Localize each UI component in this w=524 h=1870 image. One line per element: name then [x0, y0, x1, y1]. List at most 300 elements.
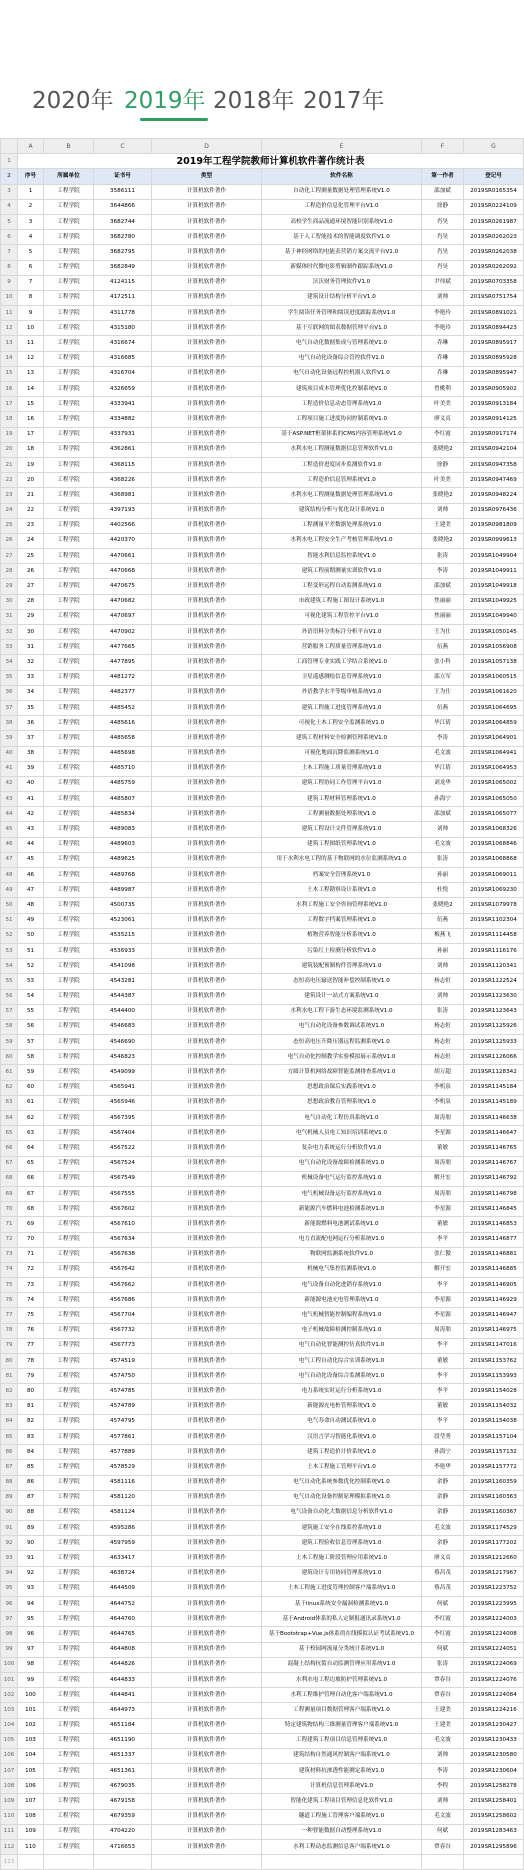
table-cell[interactable]: 张涛: [422, 549, 464, 564]
table-cell[interactable]: 邵加斌: [422, 579, 464, 594]
table-cell[interactable]: 2019SR1123643: [464, 1004, 524, 1019]
table-cell[interactable]: 81: [18, 1399, 44, 1414]
table-cell[interactable]: 2019SR1068868: [464, 852, 524, 867]
table-cell[interactable]: 4368226: [94, 473, 152, 488]
header-cell[interactable]: 登记号: [464, 169, 524, 184]
table-cell[interactable]: 用于水利水电工程的基于物联网的水位监测系统V1.0: [262, 852, 422, 867]
table-cell[interactable]: 2019SR1146947: [464, 1308, 524, 1323]
table-cell[interactable]: 工程学院: [44, 1293, 94, 1308]
table-cell[interactable]: 电气寿命自动测试系统V1.0: [262, 1414, 422, 1429]
table-cell[interactable]: 4633417: [94, 1551, 152, 1566]
table-cell[interactable]: 计算机软件著作: [152, 1794, 262, 1809]
table-cell[interactable]: 董敏: [422, 1217, 464, 1232]
table-cell[interactable]: 计算机软件著作: [152, 397, 262, 412]
table-cell[interactable]: 87: [18, 1490, 44, 1505]
table-cell[interactable]: 56: [18, 1019, 44, 1034]
table-cell[interactable]: 工程学院: [44, 1718, 94, 1733]
table-cell[interactable]: 计算机软件著作: [152, 1141, 262, 1156]
table-cell[interactable]: 李星源: [422, 1126, 464, 1141]
table-cell[interactable]: 2019SR1223995: [464, 1597, 524, 1612]
table-cell[interactable]: 建筑工程前期测量实训软件V1.0: [262, 564, 422, 579]
table-cell[interactable]: 4644973: [94, 1703, 152, 1718]
table-cell[interactable]: 4470682: [94, 594, 152, 609]
table-cell[interactable]: 计算机软件著作: [152, 1445, 262, 1460]
table-cell[interactable]: 工程学院: [44, 336, 94, 351]
table-cell[interactable]: 计算机软件著作: [152, 1156, 262, 1171]
column-letter[interactable]: G: [464, 139, 524, 154]
table-cell[interactable]: 3682744: [94, 214, 152, 229]
table-cell[interactable]: 工程学院: [44, 1202, 94, 1217]
table-cell[interactable]: 覃春谷: [422, 1688, 464, 1703]
table-cell[interactable]: 物联网监测系统软件V1.0: [262, 1247, 422, 1262]
table-cell[interactable]: 计算机软件著作: [152, 1202, 262, 1217]
table-cell[interactable]: 计算机软件著作: [152, 564, 262, 579]
table-cell[interactable]: 63: [18, 1126, 44, 1141]
table-cell[interactable]: 周涛朋: [422, 1186, 464, 1201]
table-cell[interactable]: 工程学院: [44, 1809, 94, 1824]
table-cell[interactable]: 4397193: [94, 503, 152, 518]
table-cell[interactable]: 工程学院: [44, 549, 94, 564]
table-cell[interactable]: 55: [18, 1004, 44, 1019]
row-number[interactable]: 41: [1, 761, 18, 776]
table-cell[interactable]: 4567610: [94, 1217, 152, 1232]
table-cell[interactable]: 自动化工程测量数据处理管理系统V1.0: [262, 184, 422, 199]
table-cell[interactable]: 2019SR1146877: [464, 1232, 524, 1247]
row-number[interactable]: 38: [1, 716, 18, 731]
table-cell[interactable]: 解开宏: [422, 1171, 464, 1186]
table-cell[interactable]: 可视化土木工程安全监测系统V1.0: [262, 716, 422, 731]
row-number[interactable]: 11: [1, 306, 18, 321]
table-cell[interactable]: 建筑设计专用协同管理系统V1.0: [262, 1566, 422, 1581]
table-cell[interactable]: 40: [18, 776, 44, 791]
table-cell[interactable]: 计算机软件著作: [152, 700, 262, 715]
table-cell[interactable]: 2019SR1146798: [464, 1186, 524, 1201]
table-cell[interactable]: 工程学院: [44, 366, 94, 381]
table-cell[interactable]: 工程学院: [44, 1490, 94, 1505]
table-cell[interactable]: 2019SR1258401: [464, 1794, 524, 1809]
table-cell[interactable]: 工程学院: [44, 700, 94, 715]
table-cell[interactable]: 肖昊: [422, 245, 464, 260]
table-cell[interactable]: 计算机软件著作: [152, 1824, 262, 1839]
table-cell[interactable]: 42: [18, 807, 44, 822]
table-cell[interactable]: 周涛朋: [422, 1111, 464, 1126]
row-number[interactable]: 113: [1, 1855, 18, 1870]
table-cell[interactable]: 计算机软件著作: [152, 1323, 262, 1338]
table-cell[interactable]: 刘帅: [422, 822, 464, 837]
table-cell[interactable]: 2019SR1064695: [464, 700, 524, 715]
table-cell[interactable]: 2019SR1146792: [464, 1171, 524, 1186]
table-cell[interactable]: 电气自动化设备综合监测系统V1.0: [262, 1369, 422, 1384]
table-cell[interactable]: 电气自动化设备参数调试系统V1.0: [262, 1019, 422, 1034]
table-cell[interactable]: 2019SR1049925: [464, 594, 524, 609]
tab-2018[interactable]: 2018年: [213, 88, 295, 114]
row-number[interactable]: 19: [1, 427, 18, 442]
table-cell[interactable]: 建筑设计结构分析平台V1.0: [262, 290, 422, 305]
row-number[interactable]: 105: [1, 1733, 18, 1748]
table-cell[interactable]: 电力直流配电网运行分析系统V1.0: [262, 1232, 422, 1247]
row-number[interactable]: 6: [1, 230, 18, 245]
table-cell[interactable]: 电气机械人员电工知识培训系统V1.0: [262, 1126, 422, 1141]
table-cell[interactable]: 工程学院: [44, 290, 94, 305]
table-cell[interactable]: 余静: [422, 1490, 464, 1505]
table-cell[interactable]: 工程学院: [44, 776, 94, 791]
row-number[interactable]: 53: [1, 943, 18, 958]
table-cell[interactable]: 108: [18, 1809, 44, 1824]
table-cell[interactable]: 计算机软件著作: [152, 1354, 262, 1369]
table-cell[interactable]: 4368115: [94, 457, 152, 472]
table-cell[interactable]: 徐静: [422, 199, 464, 214]
table-cell[interactable]: 3682780: [94, 230, 152, 245]
table-cell[interactable]: 工程学院: [44, 1505, 94, 1520]
row-number[interactable]: 61: [1, 1065, 18, 1080]
table-cell[interactable]: 邵立军: [422, 670, 464, 685]
table-cell[interactable]: 4541098: [94, 959, 152, 974]
row-number[interactable]: 78: [1, 1323, 18, 1338]
table-cell[interactable]: 计算机软件著作: [152, 1764, 262, 1779]
table-cell[interactable]: 4402566: [94, 518, 152, 533]
table-cell[interactable]: 新能源汽车燃料电池检测系统V1.0: [262, 1202, 422, 1217]
table-cell[interactable]: 工程学院: [44, 275, 94, 290]
tab-2020[interactable]: 2020年: [32, 88, 114, 114]
table-cell[interactable]: 31: [18, 640, 44, 655]
table-cell[interactable]: 周涛朋: [422, 1323, 464, 1338]
table-cell[interactable]: 工程学院: [44, 1035, 94, 1050]
table-cell[interactable]: 工程学院: [44, 1050, 94, 1065]
table-cell[interactable]: 李艳华: [422, 1460, 464, 1475]
table-cell[interactable]: 67: [18, 1186, 44, 1201]
table-cell[interactable]: 16: [18, 412, 44, 427]
table-cell[interactable]: 计算机软件著作: [152, 959, 262, 974]
table-cell[interactable]: 建筑工程协同工作管理平台V1.0: [262, 776, 422, 791]
table-cell[interactable]: 工程学院: [44, 1733, 94, 1748]
table-cell[interactable]: 计算机软件著作: [152, 549, 262, 564]
table-cell[interactable]: 2019SR1049911: [464, 564, 524, 579]
table-cell[interactable]: 计算机软件著作: [152, 943, 262, 958]
table-cell[interactable]: 93: [18, 1581, 44, 1596]
row-number[interactable]: 87: [1, 1460, 18, 1475]
table-cell[interactable]: 新媒体时代微电影剪辑制作跟踪系统V1.0: [262, 260, 422, 275]
table-cell[interactable]: 计算机软件著作: [152, 640, 262, 655]
table-cell[interactable]: 2019SR1146767: [464, 1156, 524, 1171]
table-cell[interactable]: 2019SR0913184: [464, 397, 524, 412]
table-cell[interactable]: 土木工程施工进度管理控制客户端系统V1.0: [262, 1581, 422, 1596]
table-cell[interactable]: 孙丽: [422, 943, 464, 958]
table-cell[interactable]: 2019SR1065077: [464, 807, 524, 822]
table-cell[interactable]: 工程学院: [44, 199, 94, 214]
table-cell[interactable]: 电气自动化工程仿真系统V1.0: [262, 1111, 422, 1126]
table-cell[interactable]: 工程学院: [44, 260, 94, 275]
table-cell[interactable]: 工程学院: [44, 761, 94, 776]
table-cell[interactable]: 工程学院: [44, 792, 94, 807]
table-cell[interactable]: 3586111: [94, 184, 152, 199]
row-number[interactable]: 93: [1, 1551, 18, 1566]
table-cell[interactable]: 4574750: [94, 1369, 152, 1384]
table-cell[interactable]: 4124115: [94, 275, 152, 290]
row-number[interactable]: 90: [1, 1505, 18, 1520]
table-cell[interactable]: 2019SR1146885: [464, 1262, 524, 1277]
table-cell[interactable]: 刘龙华: [422, 776, 464, 791]
table-cell[interactable]: 2019SR1079978: [464, 898, 524, 913]
row-number[interactable]: 94: [1, 1566, 18, 1581]
row-number[interactable]: 46: [1, 837, 18, 852]
table-cell[interactable]: 2019SR1069230: [464, 883, 524, 898]
table-cell[interactable]: 水利水电工程边坡防护管理系统V1.0: [262, 1672, 422, 1687]
table-cell[interactable]: 乔琳: [422, 351, 464, 366]
table-cell[interactable]: 2019SR1064941: [464, 746, 524, 761]
table-cell[interactable]: 4595286: [94, 1521, 152, 1536]
table-cell[interactable]: 73: [18, 1278, 44, 1293]
table-cell[interactable]: 2019SR0262023: [464, 230, 524, 245]
column-letter[interactable]: B: [44, 139, 94, 154]
table-cell[interactable]: 建筑工程图纸管理系统V1.0: [262, 837, 422, 852]
table-cell[interactable]: 计算机软件著作: [152, 1232, 262, 1247]
table-cell[interactable]: 电气设备自动化大数据信息分析软件V1.0: [262, 1505, 422, 1520]
table-cell[interactable]: 计算机软件著作: [152, 336, 262, 351]
table-cell[interactable]: 叶美美: [422, 473, 464, 488]
table-cell[interactable]: 计算机软件著作: [152, 974, 262, 989]
table-cell[interactable]: 2019SR1102304: [464, 913, 524, 928]
table-cell[interactable]: 2019SR0165354: [464, 184, 524, 199]
table-cell[interactable]: 土木工程施工阶段管理应用系统V1.0: [262, 1551, 422, 1566]
table-cell[interactable]: 82: [18, 1414, 44, 1429]
table-cell[interactable]: 4546683: [94, 1019, 152, 1034]
table-cell[interactable]: 工程学院: [44, 1338, 94, 1353]
table-cell[interactable]: 4523061: [94, 913, 152, 928]
table-cell[interactable]: 4716653: [94, 1840, 152, 1855]
table-cell[interactable]: 梅燕飞: [422, 928, 464, 943]
table-cell[interactable]: 4316685: [94, 351, 152, 366]
table-cell[interactable]: 新能源充电桩管理系统V1.0: [262, 1399, 422, 1414]
table-cell[interactable]: 5: [18, 245, 44, 260]
table-cell[interactable]: 张晓艳2: [422, 898, 464, 913]
table-cell[interactable]: 建筑设计一站式方案系统V1.0: [262, 989, 422, 1004]
table-cell[interactable]: 2019SR1147016: [464, 1338, 524, 1353]
table-cell[interactable]: 75: [18, 1308, 44, 1323]
table-cell[interactable]: 孙海宁: [422, 1445, 464, 1460]
table-cell[interactable]: 杨志恒: [422, 1050, 464, 1065]
row-number[interactable]: 25: [1, 518, 18, 533]
table-cell[interactable]: 工程学院: [44, 868, 94, 883]
table-cell[interactable]: 工程学院: [44, 852, 94, 867]
table-cell[interactable]: 计算机软件著作: [152, 1414, 262, 1429]
column-letter[interactable]: F: [422, 139, 464, 154]
table-cell[interactable]: 工程学院: [44, 609, 94, 624]
row-number[interactable]: 89: [1, 1490, 18, 1505]
row-number[interactable]: 16: [1, 382, 18, 397]
table-cell[interactable]: 计算机软件著作: [152, 321, 262, 336]
row-number[interactable]: 98: [1, 1627, 18, 1642]
table-cell[interactable]: 市政建筑工程施工图设计系统V1.0: [262, 594, 422, 609]
table-cell[interactable]: 47: [18, 883, 44, 898]
table-cell[interactable]: 66: [18, 1171, 44, 1186]
row-number[interactable]: 72: [1, 1232, 18, 1247]
table-cell[interactable]: 2019SR1160367: [464, 1505, 524, 1520]
table-cell[interactable]: 工程学院: [44, 351, 94, 366]
table-cell[interactable]: 特定建筑物结构三维测量管理客户端系统V1.0: [262, 1718, 422, 1733]
row-number[interactable]: 64: [1, 1111, 18, 1126]
table-cell[interactable]: 17: [18, 427, 44, 442]
table-cell[interactable]: 工程学院: [44, 943, 94, 958]
table-cell[interactable]: 4489987: [94, 883, 152, 898]
table-cell[interactable]: 沃沃财务管理软件V1.0: [262, 275, 422, 290]
table-cell[interactable]: 工程造价信息管理系统V1.0: [262, 473, 422, 488]
table-cell[interactable]: 计算机软件著作: [152, 670, 262, 685]
row-number[interactable]: 99: [1, 1642, 18, 1657]
table-cell[interactable]: 57: [18, 1035, 44, 1050]
table-cell[interactable]: 计算机软件著作: [152, 1840, 262, 1855]
table-cell[interactable]: 工程学院: [44, 883, 94, 898]
table-cell[interactable]: 4362861: [94, 442, 152, 457]
table-cell[interactable]: 计算机软件著作: [152, 579, 262, 594]
row-number[interactable]: 24: [1, 503, 18, 518]
table-cell[interactable]: 余静: [422, 1475, 464, 1490]
table-cell[interactable]: 79: [18, 1369, 44, 1384]
table-cell[interactable]: 4489083: [94, 822, 152, 837]
table-cell[interactable]: 4644765: [94, 1627, 152, 1642]
table-cell[interactable]: 毛文波: [422, 746, 464, 761]
table-cell[interactable]: 孙丽: [422, 868, 464, 883]
table-cell[interactable]: 4567524: [94, 1156, 152, 1171]
table-cell[interactable]: 4549099: [94, 1065, 152, 1080]
table-cell[interactable]: 2019SR1125933: [464, 1035, 524, 1050]
table-cell[interactable]: 计算机软件著作: [152, 1080, 262, 1095]
table-cell[interactable]: 92: [18, 1566, 44, 1581]
table-cell[interactable]: 建筑工程验收信息管理系统V1.0: [262, 1536, 422, 1551]
table-cell[interactable]: 方圆计算机网络故障智能监测排查系统V1.0: [262, 1065, 422, 1080]
row-number[interactable]: 95: [1, 1581, 18, 1596]
table-cell[interactable]: 2019SR1177202: [464, 1536, 524, 1551]
table-cell[interactable]: 2019SR1146929: [464, 1293, 524, 1308]
table-cell[interactable]: 计算机软件著作: [152, 427, 262, 442]
table-cell[interactable]: 计算机软件著作: [152, 1399, 262, 1414]
table-cell[interactable]: 基于互联网的图表数据管理平台V1.0: [262, 321, 422, 336]
table-cell[interactable]: 工程学院: [44, 1354, 94, 1369]
table-cell[interactable]: 4644760: [94, 1612, 152, 1627]
table-cell[interactable]: 2019SR0947358: [464, 457, 524, 472]
row-number[interactable]: 1: [1, 154, 18, 169]
table-cell[interactable]: 工程学院: [44, 1369, 94, 1384]
table-cell[interactable]: 62: [18, 1111, 44, 1126]
table-cell[interactable]: 王建美: [422, 1703, 464, 1718]
row-number[interactable]: 62: [1, 1080, 18, 1095]
table-cell[interactable]: 4679158: [94, 1794, 152, 1809]
table-cell[interactable]: 工程学院: [44, 518, 94, 533]
table-cell[interactable]: 计算机软件著作: [152, 518, 262, 533]
table-cell[interactable]: 张晓艳2: [422, 442, 464, 457]
table-cell[interactable]: 肖昊: [422, 214, 464, 229]
row-number[interactable]: 33: [1, 640, 18, 655]
table-cell[interactable]: 计算机软件著作: [152, 473, 262, 488]
row-number[interactable]: 55: [1, 974, 18, 989]
table-cell[interactable]: 4679035: [94, 1779, 152, 1794]
table-cell[interactable]: 99: [18, 1672, 44, 1687]
row-number[interactable]: 91: [1, 1521, 18, 1536]
table-cell[interactable]: 计算机软件著作: [152, 609, 262, 624]
row-number[interactable]: 79: [1, 1338, 18, 1353]
row-number[interactable]: 76: [1, 1293, 18, 1308]
table-cell[interactable]: 李星源: [422, 1293, 464, 1308]
table-cell[interactable]: 工程学院: [44, 1764, 94, 1779]
row-number[interactable]: 102: [1, 1688, 18, 1703]
table-cell[interactable]: 4333941: [94, 397, 152, 412]
table-cell[interactable]: 工程测量项目数据管理客户端系统V1.0: [262, 1703, 422, 1718]
table-cell[interactable]: 杜悦: [422, 883, 464, 898]
table-cell[interactable]: 58: [18, 1050, 44, 1065]
table-cell[interactable]: 工程项目施工进度协同控制系统V1.0: [262, 412, 422, 427]
table-cell[interactable]: 水利水电工程测量数据信息管理软件V1.0: [262, 442, 422, 457]
table-cell[interactable]: 工程学院: [44, 640, 94, 655]
row-number[interactable]: 86: [1, 1445, 18, 1460]
table-cell[interactable]: 2019SR1283463: [464, 1824, 524, 1839]
table-cell[interactable]: 4644833: [94, 1672, 152, 1687]
table-cell[interactable]: 2019SR1224069: [464, 1657, 524, 1672]
table-cell[interactable]: 计算机软件著作: [152, 1627, 262, 1642]
row-number[interactable]: 106: [1, 1748, 18, 1763]
table-cell[interactable]: 计算机软件著作: [152, 457, 262, 472]
table-cell[interactable]: 计算机软件著作: [152, 412, 262, 427]
table-cell[interactable]: 4470668: [94, 564, 152, 579]
table-cell[interactable]: 工程学院: [44, 579, 94, 594]
table-cell[interactable]: 计算机软件著作: [152, 260, 262, 275]
table-cell[interactable]: 智能化建筑工程项目管理信息化软件V1.0: [262, 1794, 422, 1809]
table-cell[interactable]: [262, 1855, 422, 1870]
table-cell[interactable]: 电子机械故障检测控制系统V1.0: [262, 1323, 422, 1338]
table-cell[interactable]: 土木工程施工管理平台V1.0: [262, 1460, 422, 1475]
table-cell[interactable]: 工程学院: [44, 655, 94, 670]
table-cell[interactable]: 工程学院: [44, 731, 94, 746]
table-cell[interactable]: 计算机软件著作: [152, 1429, 262, 1444]
table-cell[interactable]: 一种智能数据自动整理系统V1.0: [262, 1824, 422, 1839]
table-cell[interactable]: 2019SR1212660: [464, 1551, 524, 1566]
table-cell[interactable]: 4567395: [94, 1111, 152, 1126]
table-cell[interactable]: 计算机软件著作: [152, 1672, 262, 1687]
table-cell[interactable]: 2019SR1217967: [464, 1566, 524, 1581]
table-cell[interactable]: 工程学院: [44, 1232, 94, 1247]
table-cell[interactable]: 电气自动化设备综合管控软件V1.0: [262, 351, 422, 366]
table-cell[interactable]: 可视化地面沉降监测系统V1.0: [262, 746, 422, 761]
table-cell[interactable]: [94, 1855, 152, 1870]
row-number[interactable]: 103: [1, 1703, 18, 1718]
table-cell[interactable]: 建筑结构分析与优化设计系统V1.0: [262, 503, 422, 518]
table-cell[interactable]: 工程学院: [44, 1156, 94, 1171]
table-cell[interactable]: 34: [18, 685, 44, 700]
table-cell[interactable]: 4567662: [94, 1278, 152, 1293]
table-cell[interactable]: 计算机软件著作: [152, 1050, 262, 1065]
table-cell[interactable]: 2019SR1224008: [464, 1627, 524, 1642]
table-cell[interactable]: 1: [18, 184, 44, 199]
row-number[interactable]: 100: [1, 1657, 18, 1672]
table-cell[interactable]: 新能源电池充电管理系统V1.0: [262, 1293, 422, 1308]
table-cell[interactable]: 2019SR1064859: [464, 716, 524, 731]
row-number[interactable]: 31: [1, 609, 18, 624]
table-cell[interactable]: 电力系统实时运行分析系统V1.0: [262, 1384, 422, 1399]
row-number[interactable]: 17: [1, 397, 18, 412]
table-cell[interactable]: 2019SR1069011: [464, 868, 524, 883]
table-cell[interactable]: 何斌: [422, 1642, 464, 1657]
table-cell[interactable]: 思想政治教育管理系统V1.0: [262, 1095, 422, 1110]
table-cell[interactable]: 28: [18, 594, 44, 609]
table-cell[interactable]: 杨志恒: [422, 1019, 464, 1034]
table-cell[interactable]: 21: [18, 488, 44, 503]
table-cell[interactable]: 2019SR0894423: [464, 321, 524, 336]
table-cell[interactable]: 2019SR1056908: [464, 640, 524, 655]
table-cell[interactable]: 2019SR1230427: [464, 1718, 524, 1733]
table-cell[interactable]: 4470661: [94, 549, 152, 564]
table-cell[interactable]: 计算机软件著作: [152, 1581, 262, 1596]
table-cell[interactable]: 肖昊: [422, 230, 464, 245]
table-cell[interactable]: 2019SR1224084: [464, 1688, 524, 1703]
table-cell[interactable]: 计算机软件著作: [152, 1369, 262, 1384]
